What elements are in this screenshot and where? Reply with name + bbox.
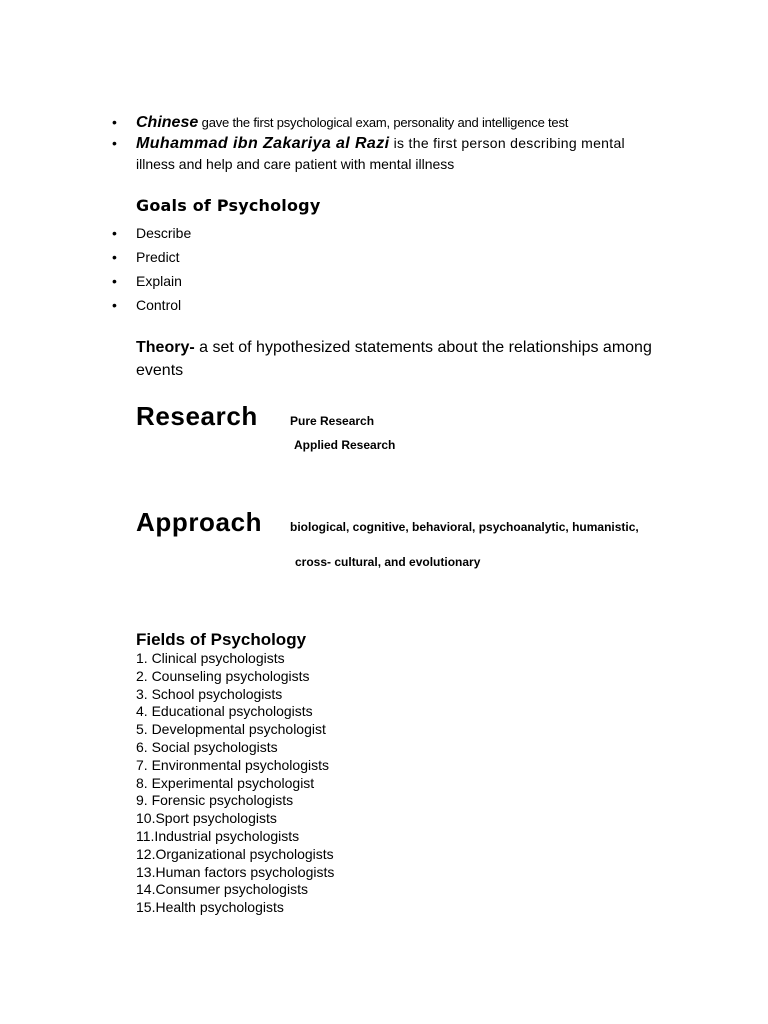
field-item: 4. Educational psychologists xyxy=(136,703,313,720)
field-item: 9. Forensic psychologists xyxy=(136,792,294,809)
approach-list-line1: biological, cognitive, behavioral, psychoanalytic, humanistic, xyxy=(290,520,639,534)
goal-label: Predict xyxy=(136,249,180,265)
intro-bold-text: Chinese xyxy=(136,114,199,131)
fields-list xyxy=(136,650,334,917)
field-item: 13.Human factors psychologists xyxy=(136,863,335,880)
field-item: 1. Clinical psychologists xyxy=(136,650,285,666)
intro-item-continuation: illness and help and care patient with mental illness xyxy=(136,156,455,172)
field-item: 11.Industrial psychologists xyxy=(136,827,300,844)
approach-heading: Approach xyxy=(136,507,263,537)
field-item: 10.Sport psychologists xyxy=(136,810,277,827)
theory-definition xyxy=(136,336,676,382)
field-item: 3. School psychologists xyxy=(136,685,283,702)
goals-heading: Goals of Psychology xyxy=(136,196,321,215)
field-item: 15.Health psychologists xyxy=(136,899,284,916)
field-item: 8. Experimental psychologist xyxy=(136,774,315,791)
field-item: 7. Environmental psychologists xyxy=(136,756,329,773)
bullet-icon xyxy=(112,295,122,315)
bullet-icon xyxy=(112,112,122,132)
theory-text: a set of hypothesized statements about the relationships among events xyxy=(136,339,652,379)
goal-label: Explain xyxy=(136,273,182,289)
field-item: 12.Organizational psychologists xyxy=(136,845,334,862)
goal-label: Describe xyxy=(136,225,192,241)
theory-label: Theory- xyxy=(136,339,195,356)
fields-heading: Fields of Psychology xyxy=(136,630,307,649)
bullet-icon xyxy=(112,247,122,267)
research-type-pure: Pure Research xyxy=(290,414,375,428)
approach-list-line2: cross- cultural, and evolutionary xyxy=(295,555,481,569)
bullet-icon xyxy=(112,223,122,243)
research-type-applied: Applied Research xyxy=(294,438,396,452)
field-item: 14.Consumer psychologists xyxy=(136,881,308,898)
bullet-icon xyxy=(112,133,122,153)
intro-item-text: is the first person describing mental xyxy=(389,135,625,151)
goal-label: Control xyxy=(136,297,182,313)
research-heading: Research xyxy=(136,401,258,431)
intro-item-text: gave the first psychological exam, personality and intelligence test xyxy=(198,115,569,130)
intro-bold-text: Muhammad ibn Zakariya al Razi xyxy=(136,135,390,152)
bullet-icon xyxy=(112,271,122,291)
field-item: 6. Social psychologists xyxy=(136,738,278,755)
field-item: 5. Developmental psychologist xyxy=(136,721,326,738)
field-item: 2. Counseling psychologists xyxy=(136,667,310,684)
